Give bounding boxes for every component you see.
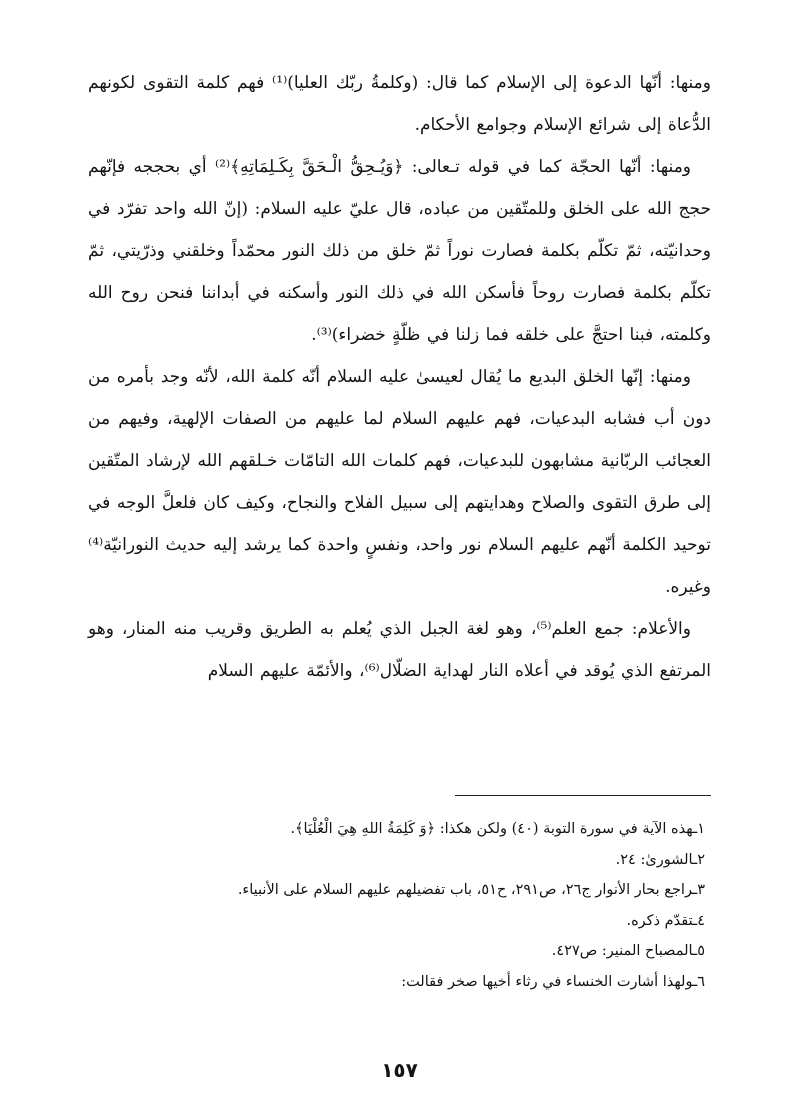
- footnote: ٥ـالمصباح المنير: ص٤٢٧.: [551, 943, 705, 959]
- paragraph: ومنها: أنّها الدعوة إلى الإسلام كما قال: (وكلمةُ ربّك العليا)⁽¹⁾ فهم كلمة التقوى لكونهم الدُّعاة إلى شرائع الإسلام وجوامع الأحكام.: [88, 73, 711, 135]
- footnote: ٤ـتقدّم ذكره.: [626, 912, 705, 929]
- footnote: ٣ـراجع بحار الأنوار ج٢٦، ص٢٩١، ح٥١، باب تفضيلهم عليهم السلام على الأنبياء.: [237, 882, 705, 898]
- main-text: [88, 62, 711, 692]
- footnote: ٢ـالشورىٰ: ٢٤.: [615, 851, 705, 868]
- footnote: ١ـهذه الآية في سورة التوبة (٤٠) ولكن هكذا: ﴿وَ كَلِمَةُ اللهِ هِيَ الْعُلْيَا﴾.: [290, 821, 705, 837]
- paragraph: ومنها: أنّها الحجّة كما في قوله تـعالى: ﴿وَيُـحِقُّ الْـحَقَّ بِكَـلِمَاتِهِ﴾⁽²⁾ أي بحججه فإنّهم حجج الله على الخلق وللمتّقين من عباده، قال عليّ عليه السلام: (إنّ الله واحد تفرّد في وحدانيّته، ثمّ تكلّم بكلمة فصارت نوراً ثمّ خلق من ذلك النور محمّداً وخلقني وذرّيتي، ثمّ تكلّم بكلمة فصارت روحاً فأسكن الله في ذلك النور وأسكنه في أبداننا فنحن روح الله وكلمته، فبنا احتجَّ على خلقه فما زلنا في ظلّةٍ خضراء)⁽³⁾.: [88, 157, 711, 345]
- paragraph: والأعلام: جمع العلم⁽⁵⁾، وهو لغة الجبل الذي يُعلم به الطريق وقريب منه المنار، وهو المرتفع الذي يُوقد في أعلاه النار لهداية الضلّال⁽⁶⁾، والأئمّة عليهم السلام: [88, 619, 711, 681]
- footnotes-list: [88, 814, 705, 997]
- paragraph: ومنها: إنّها الخلق البديع ما يُقال لعيسىٰ عليه السلام أنّه كلمة الله، لأنّه وجد بأمره من دون أب فشابه البدعيات، فهم عليهم السلام لما عليهم من الصفات الإلهية، وفيهم من العجائب الربّانية مشابهون للبدعيات، فهم كلمات الله التامّات خـلقهم الله لإرشاد المتّقين إلى طرق التقوى والصلاح وهدايتهم إلى سبيل الفلاح والنجاح، وكيف كان فلعلَّ الوجه في توحيد الكلمة أنّهم عليهم السلام نور واحد، ونفسٍ واحدة كما يرشد إليه حديث النورانيّة⁽⁴⁾ وغيره.: [88, 367, 711, 597]
- footnote: ٦ـولهذا أشارت الخنساء في رثاء أخيها صخر فقالت:: [401, 973, 705, 990]
- footnote-divider: [455, 795, 711, 796]
- page-number: ١٥٧: [381, 1058, 418, 1082]
